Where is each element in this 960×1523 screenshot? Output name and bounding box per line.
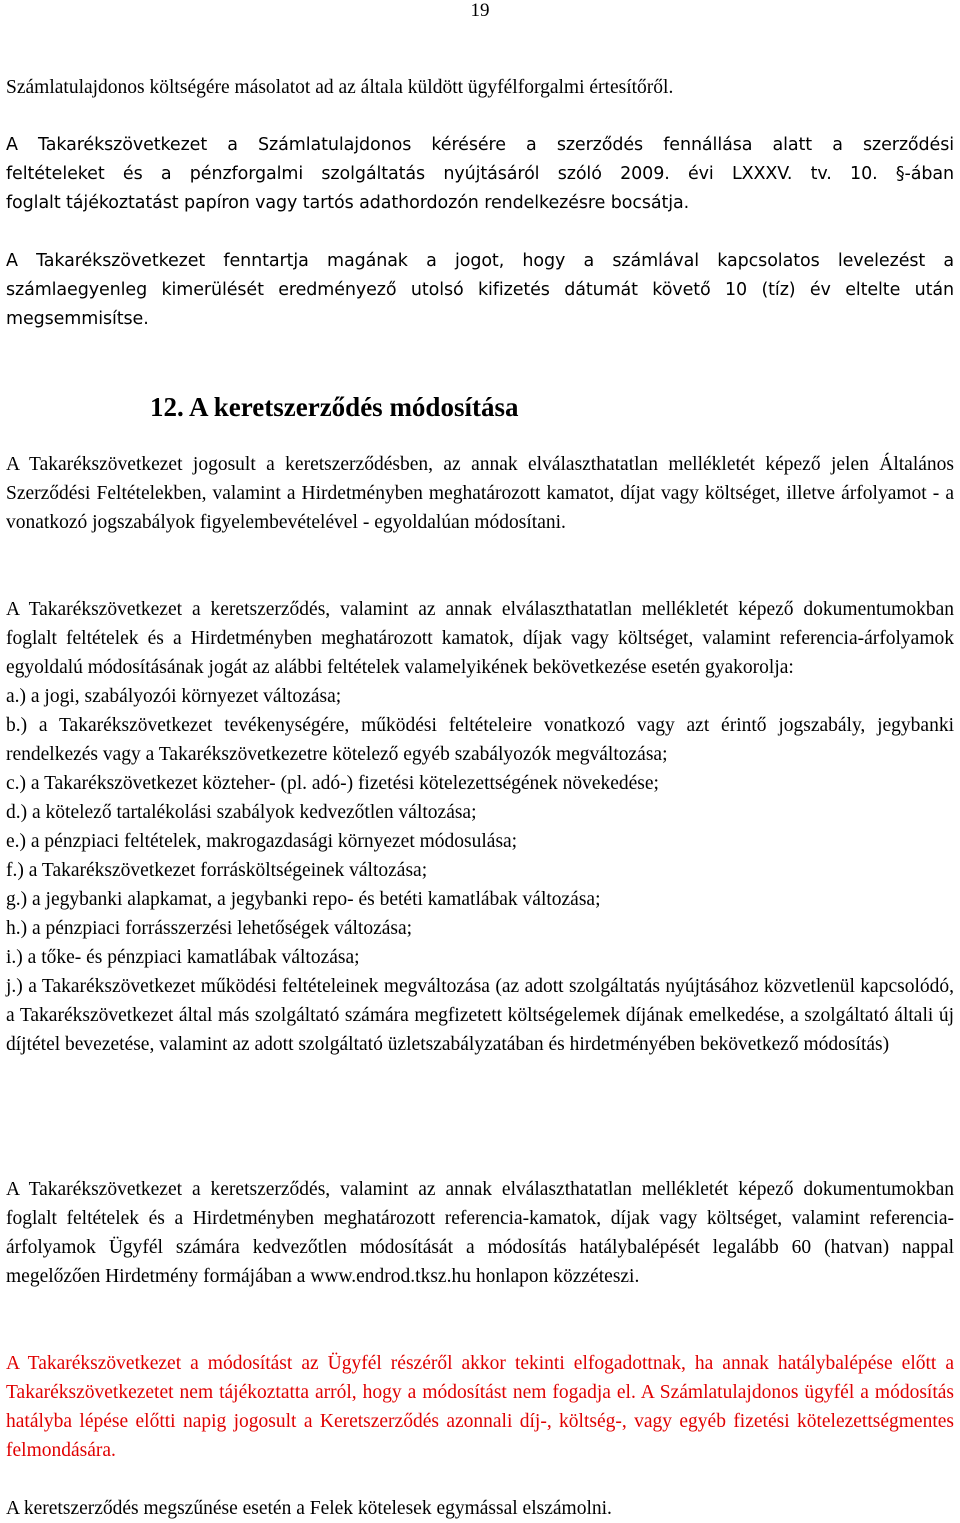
paragraph-acceptance-termination: A Takarékszövetkezet a módosítást az Ügyfél részéről akkor tekinti elfogadottnak, ha annak hatálybalépése előtt a Takarékszövetkezetet nem tájékoztatta arról, hogy a módosítást nem fogadja el. A Számlatulajdonos ügyfél a módosítás hatályba lépése előtti napig jogosult a Keretszerződés azonnali díj-, költség-, vagy egyéb fizetési kötelezettségmentes felmondására. bbox=[6, 1353, 954, 1461]
paragraph-modification-rights: A Takarékszövetkezet a keretszerződés, valamint az annak elválaszthatatlan mellékletét képező dokumentumokban foglalt feltételek és a Hirdetményben meghatározott kamatok, díjak vagy költséget, valamint referencia-árfolyamok egyoldalú módosításának jogát az alábbi feltételek valamelyikének bekövetkezése esetén gyakorolja: bbox=[6, 599, 954, 678]
paragraph-settlement: A keretszerződés megszűnése esetén a Felek kötelesek egymással elszámolni. bbox=[6, 1498, 612, 1519]
section-heading: 12. A keretszerződés módosítása bbox=[150, 392, 519, 422]
paragraph-statement-copy: Számlatulajdonos költségére másolatot ad az általa küldött ügyfélforgalmi értesítőről. bbox=[6, 77, 674, 98]
paragraph-line: foglalt tájékoztatást papíron vagy tartós adathordozón rendelkezésre bocsátja. bbox=[6, 193, 690, 213]
list-item: d.) a kötelező tartalékolási szabályok kedvezőtlen változása; bbox=[6, 802, 477, 823]
list-item: c.) a Takarékszövetkezet közteher- (pl. adó-) fizetési kötelezettségének növekedése; bbox=[6, 773, 659, 794]
line-text: feltételeket és a pénzforgalmi szolgáltatás nyújtásáról szóló 2009. évi LXXXV. tv. 10. bbox=[6, 164, 878, 184]
list-item: b.) a Takarékszövetkezet tevékenységére, működési feltételeire vonatkozó vagy azt érintő jogszabály, jegybanki rendelkezés vagy a Takarékszövetkezetre kötelező egyéb szabályozók megváltozása; bbox=[6, 715, 954, 765]
list-item: g.) a jegybanki alapkamat, a jegybanki repo- és betéti kamatlábak változása; bbox=[6, 889, 601, 910]
paragraph-correspondence-retention: A Takarékszövetkezet fenntartja magának a jogot, hogy a számlával kapcsolatos levelezést a számlaegyenleg kimerülését eredményező utolsó kifizetés dátumát követő 10 (tíz) év eltelte után megsemmisítse. bbox=[6, 251, 954, 329]
paragraph-information-availability bbox=[6, 131, 954, 218]
list-item: a.) a jogi, szabályozói környezet változása; bbox=[6, 686, 342, 707]
list-item: e.) a pénzpiaci feltételek, makrogazdasági környezet módosulása; bbox=[6, 831, 518, 852]
list-item: j.) a Takarékszövetkezet működési feltételeinek megváltozása (az adott szolgáltatás nyújtásához közvetlenül kapcsolódó, a Takarékszövetkezet által más szolgáltató számára megfizetett költségelemek díjának emelkedése, a szolgáltató általi új díjtétel bevezetése, valamint az adott szolgáltató üzletszabályzatában és hirdetményében bekövetkező módosítás) bbox=[6, 976, 954, 1055]
modification-conditions bbox=[6, 595, 954, 1059]
paragraph-line: A Takarékszövetkezet a Számlatulajdonos kérésére a szerződés fennállása alatt a szerződési bbox=[6, 135, 954, 155]
list-item: f.) a Takarékszövetkezet forrásköltségeinek változása; bbox=[6, 860, 428, 881]
conditions-list bbox=[6, 682, 954, 1059]
line-text: §-ában bbox=[895, 164, 954, 184]
paragraph-line bbox=[6, 160, 954, 189]
paragraph-unilateral-modification: A Takarékszövetkezet jogosult a keretszerződésben, az annak elválaszthatatlan mellékletét képező jelen Általános Szerződési Feltételekben, valamint a Hirdetményben meghatározott kamatot, díjat vagy költséget, illetve árfolyamot - a vonatkozó jogszabályok figyelembevételével - egyoldalúan módosítani. bbox=[6, 454, 954, 533]
list-item: h.) a pénzpiaci forrásszerzési lehetőségek változása; bbox=[6, 918, 413, 939]
paragraph-unfavourable-modification-notice: A Takarékszövetkezet a keretszerződés, valamint az annak elválaszthatatlan mellékletét képező dokumentumokban foglalt feltételek és a Hirdetményben meghatározott referencia-kamatok, díjak vagy költséget, valamint referencia-árfolyamok Ügyfél számára kedvezőtlen módosítását a módosítás hatálybalépését legalább 60 (hatvan) nappal megelőzően Hirdetmény formájában a www.endrod.tksz.hu honlapon közzéteszi. bbox=[6, 1179, 954, 1287]
page-number: 19 bbox=[470, 0, 490, 21]
list-item: i.) a tőke- és pénzpiaci kamatlábak változása; bbox=[6, 947, 360, 968]
